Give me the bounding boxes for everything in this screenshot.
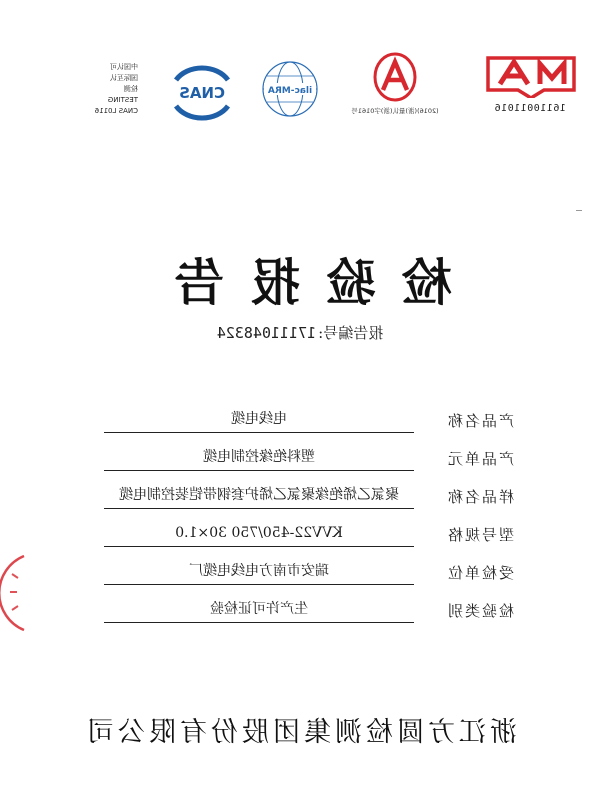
- cnas-line-2: 国际互认: [110, 74, 138, 82]
- red-seal-stamp: [0, 548, 28, 638]
- field-label: 检验类别: [445, 602, 514, 620]
- field-row-model-spec: [0, 522, 600, 546]
- ilac-globe-icon: [260, 58, 320, 120]
- report-number-label: 报告编号:: [318, 324, 384, 342]
- field-row-inspection-type: [0, 598, 600, 622]
- field-value: 电线电缆: [104, 408, 414, 433]
- scan-mark: [576, 210, 582, 211]
- field-row-product-name: [0, 408, 600, 432]
- field-row-sample-name: [0, 484, 600, 508]
- field-label: 型号规格: [445, 526, 514, 544]
- cma-logo: [470, 54, 590, 114]
- field-row-inspected-unit: [0, 560, 600, 584]
- cal-license-text: (2016)(浙)量认(浙)字0161号: [351, 107, 439, 115]
- field-label: 产品名称: [445, 412, 514, 430]
- field-label: 产品单元: [445, 450, 514, 468]
- ilac-text: ilac-MRA: [267, 86, 313, 96]
- field-value: 塑料绝缘控制电缆: [104, 446, 414, 471]
- report-number: [0, 322, 600, 343]
- field-row-product-unit: [0, 446, 600, 470]
- cnas-line-5: CNAS L0116: [94, 107, 138, 115]
- field-label: 样品名称: [445, 488, 514, 506]
- field-value: 聚氯乙烯绝缘聚氯乙烯护套钢带铠装控制电缆: [104, 484, 414, 509]
- field-value: 生产许可证检验: [104, 598, 414, 623]
- cnas-line-1: 中国认可: [110, 63, 138, 71]
- cnas-line-3: 检测: [124, 85, 138, 93]
- cnas-mark-icon: [166, 64, 238, 122]
- ilac-mra-logo: [260, 58, 320, 124]
- field-label: 受检单位: [445, 564, 514, 582]
- cnas-logo: [166, 64, 238, 126]
- cnas-text: CNAS: [179, 84, 225, 102]
- cal-a-mark-icon: [372, 52, 418, 102]
- cma-number: 16110011016: [494, 103, 566, 114]
- cnas-line-4: TESTING: [107, 96, 138, 104]
- cnas-accreditation-text: [95, 62, 138, 117]
- report-number-value: 17111048324: [216, 324, 317, 342]
- cma-mark-icon: [484, 54, 578, 98]
- certification-logo-row: [0, 52, 600, 142]
- field-value: KVV22-450/750 30×1.0: [104, 522, 414, 547]
- issuing-company: 浙江方圆检测集团股份有限公司: [83, 717, 517, 748]
- cal-a-logo: [340, 52, 450, 115]
- field-value: 瑞安市南方电线电缆厂: [104, 560, 414, 585]
- report-title: 检验报告: [148, 253, 452, 312]
